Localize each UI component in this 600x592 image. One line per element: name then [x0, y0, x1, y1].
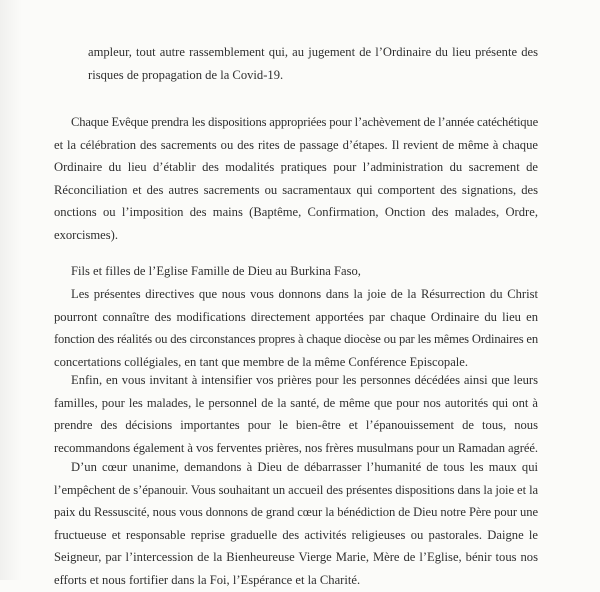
text-line: D’un cœur unanime, demandons à Dieu de débarrasser l’humanité de tous les maux qui [71, 460, 538, 474]
text-line: Les présentes directives que nous vous donnons dans la joie de la Résurrection du Christ [71, 287, 538, 301]
text-line: Fils et filles de l’Eglise Famille de Dieu au Burkina Faso, [71, 264, 361, 278]
text-line: risques de propagation de la Covid-19. [88, 67, 284, 82]
text-line: pourront connaître des modifications directement apportées par chaque Ordinaire du lieu en [54, 309, 538, 324]
salutation [54, 260, 538, 283]
text-line: recommandons également à vos ferventes prières, nos frères musulmans pour un Ramadan agréé. [54, 440, 538, 455]
text-line: Seigneur, par l’intercession de la Bienheureuse Vierge Marie, Mère de l’Eglise, bénir tous nos [54, 550, 538, 565]
text-line: efforts et nous fortifier dans la Foi, l’Espérance et la Charité. [54, 572, 361, 587]
text-line: onctions ou l’imposition des mains (Baptême, Confirmation, Onction des malades, Ordre, [54, 205, 538, 220]
text-line: paix du Ressuscité, nous vous donnons de grand cœur la bénédiction de Dieu notre Père pour une [54, 505, 538, 520]
text-line: et la célébration des sacrements ou des rites de passage d’étapes. Il revient de même à chaque [54, 137, 538, 152]
text-line: fonction des réalités ou des circonstances propres à chaque diocèse ou par les mêmes Ordinaires en [54, 332, 538, 347]
text-line: Réconciliation et des autres sacrements ou sacramentaux qui comportent des signations, des [54, 182, 538, 197]
paragraph-covid-gatherings [88, 41, 538, 86]
paragraph-blessing [54, 456, 538, 592]
text-line: familles, pour les malades, le personnel de la santé, de même que pour nos autorités qui ont à [54, 395, 538, 410]
text-line: Enfin, en vous invitant à intensifier vos prières pour les personnes décédées ainsi que leurs [71, 373, 538, 387]
paragraph-directives [54, 283, 538, 373]
paragraph-bishops-dispositions [54, 111, 538, 247]
text-line: exorcismes). [54, 227, 118, 242]
text-line: prendre des décisions importantes pour le bien-être et l’épanouissement de tous, nous [54, 418, 538, 433]
text-line: Ordinaire du lieu d’établir des modalités pratiques pour l’administration du sacrement de [54, 160, 538, 175]
paragraph-prayers [54, 369, 538, 459]
text-line: fructueuse et responsable reprise graduelle des activités religieuses ou pastorales. Daigne le [54, 527, 538, 542]
text-line: l’empêchent de s’épanouir. Vous souhaitant un accueil des présentes dispositions dans la joie et la [54, 482, 538, 497]
text-line: ampleur, tout autre rassemblement qui, au jugement de l’Ordinaire du lieu présente des [88, 45, 538, 59]
text-line: Chaque Evêque prendra les dispositions appropriées pour l’achèvement de l’année catéchétique [71, 115, 538, 129]
text-line: concertations collégiales, en tant que membre de la même Conférence Episcopale. [54, 354, 469, 369]
scan-shadow [0, 0, 22, 580]
